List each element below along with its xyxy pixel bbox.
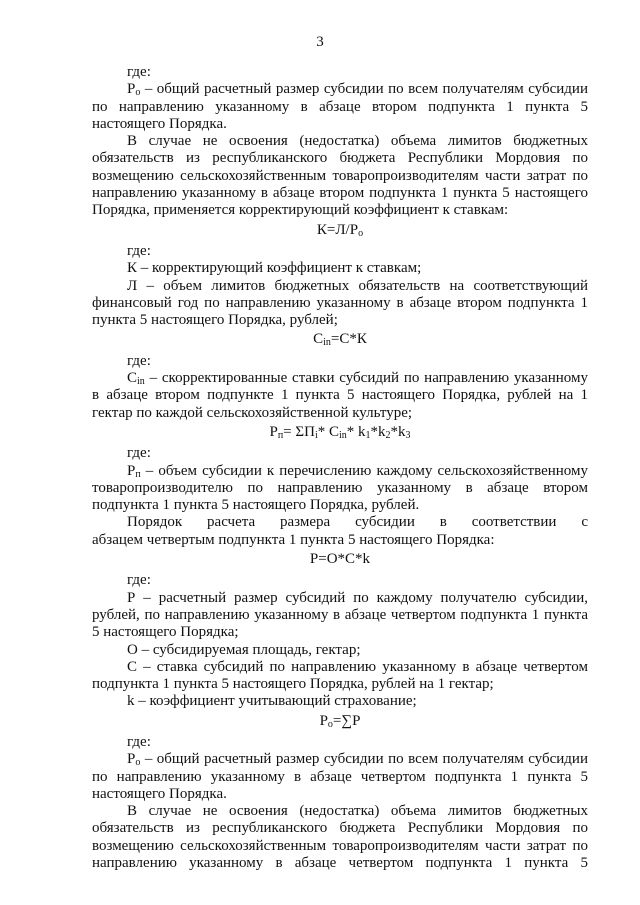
where-label xyxy=(92,353,588,370)
paragraph xyxy=(92,590,588,642)
paragraph xyxy=(92,642,588,659)
paragraph-text: С – ставка субсидий по направлению указанному в абзаце четвертом подпункта 1 пункта 5 настоящего Порядка, рублей на 1 гектар; xyxy=(92,658,588,693)
symbol-subscript: о xyxy=(135,87,141,99)
formula-text: = ΣП xyxy=(283,423,315,440)
symbol: Р xyxy=(127,462,136,479)
symbol-subscript: о xyxy=(135,757,141,769)
document-body xyxy=(92,60,588,872)
formula-subscript: о xyxy=(327,718,333,730)
formula-text: Р xyxy=(269,423,278,440)
where-label xyxy=(92,445,588,462)
page-number: 3 xyxy=(316,34,324,50)
paragraph xyxy=(92,278,588,330)
where-label xyxy=(92,734,588,751)
paragraph xyxy=(92,514,588,531)
formula xyxy=(92,713,588,730)
paragraph-text: В случае не освоения (недостатка) объема лимитов бюджетных обязательств из республиканского бюджета Республики Мордовия по возмещению сельскохозяйственным товаропроизводителям части затрат по направлению указанному в абзаце четвертом подпункта 1 пункта 5 xyxy=(92,803,588,872)
paragraph xyxy=(92,693,588,710)
formula-subscript: in xyxy=(339,429,347,441)
paragraph-text: Л – объем лимитов бюджетных обязательств на соответствующий финансовый год по направлению указанному в абзаце втором подпункта 1 пункта 5 настоящего Порядка, рублей; xyxy=(92,277,588,329)
formula-text: Р xyxy=(319,712,328,729)
formula xyxy=(92,424,588,441)
symbol: Р xyxy=(127,751,136,768)
symbol-subscript: п xyxy=(135,468,141,480)
paragraph xyxy=(92,133,588,219)
paragraph-text: где: xyxy=(127,242,151,259)
formula-subscript: п xyxy=(277,429,284,441)
paragraph-text: k – коэффициент учитывающий страхование; xyxy=(127,693,417,710)
formula-text: * k xyxy=(346,423,366,440)
paragraph xyxy=(92,81,588,133)
paragraph-text: где: xyxy=(127,445,151,462)
paragraph xyxy=(92,751,588,803)
paragraph-text: Порядок расчета размера субсидии в соответствии с xyxy=(127,514,588,531)
paragraph xyxy=(92,803,588,872)
where-label xyxy=(92,243,588,260)
formula-text: * С xyxy=(317,423,339,440)
formula-text: *k xyxy=(370,423,386,440)
paragraph xyxy=(92,463,588,515)
formula xyxy=(92,551,588,568)
paragraph-text: В случае не освоения (недостатка) объема лимитов бюджетных обязательств из республиканского бюджета Республики Мордовия по возмещению сельскохозяйственным товаропроизводителям части затрат по направлению указанному в абзаце втором подпункта 1 пункта 5 настоящего Порядка, применяется корректирующий коэффициент к ставкам: xyxy=(92,133,588,219)
paragraph-text: К – корректирующий коэффициент к ставкам; xyxy=(127,260,422,277)
paragraph-text: – общий расчетный размер субсидии по всем получателям субсидии по направлению указанному в абзаце втором подпункта 1 пункта 5 настоящего Порядка. xyxy=(92,81,588,132)
formula-subscript: 3 xyxy=(405,429,411,441)
paragraph xyxy=(92,370,588,422)
paragraph xyxy=(92,532,588,549)
where-label xyxy=(92,572,588,589)
formula-subscript: 1 xyxy=(365,429,371,441)
paragraph-text: – скорректированные ставки субсидий по направлению указанному в абзаце втором подпункте 1 пункта 5 настоящего Порядка, рублей на 1 гектар по каждой сельскохозяйственной культуре; xyxy=(92,370,588,421)
paragraph xyxy=(92,260,588,277)
paragraph-text: Р – расчетный размер субсидий по каждому получателю субсидии, рублей, по направлению указанному в абзаце четвертом подпункта 1 пункта 5 настоящего Порядка; xyxy=(92,589,588,641)
paragraph-text: где: xyxy=(127,572,151,589)
paragraph-text: – объем субсидии к перечислению каждому сельскохозяйственному товаропроизводителю по направлению указанному в абзаце втором подпункта 1 пункта 5 настоящего Порядка, рублей. xyxy=(92,462,588,514)
formula-text: =С*К xyxy=(330,331,367,348)
where-label xyxy=(92,64,588,81)
formula-subscript: in xyxy=(323,337,331,349)
symbol-subscript: in xyxy=(137,376,145,388)
paragraph-text: абзацем четвертым подпункта 1 пункта 5 настоящего Порядка: xyxy=(92,531,495,548)
paragraph-text: где: xyxy=(127,352,151,369)
formula-subscript: i xyxy=(314,429,318,441)
symbol: С xyxy=(127,370,138,387)
formula-text: Р=О*С*k xyxy=(309,551,371,568)
paragraph-text: где: xyxy=(127,733,151,750)
paragraph-text: где: xyxy=(127,64,151,80)
formula-text: С xyxy=(313,331,324,348)
formula xyxy=(92,222,588,239)
formula-subscript: о xyxy=(358,227,364,239)
paragraph-text: – общий расчетный размер субсидии по всем получателям субсидии по направлению указанному в абзаце четвертом подпункта 1 пункта 5 настоящего Порядка. xyxy=(92,751,588,802)
symbol: Р xyxy=(127,81,136,98)
formula xyxy=(92,331,588,348)
formula-subscript: 2 xyxy=(385,429,391,441)
formula-text: =∑Р xyxy=(332,712,361,729)
formula-text: К=Л/Р xyxy=(316,221,359,238)
formula-text: *k xyxy=(390,423,406,440)
paragraph-text: О – субсидируемая площадь, гектар; xyxy=(127,641,361,658)
paragraph xyxy=(92,659,588,694)
